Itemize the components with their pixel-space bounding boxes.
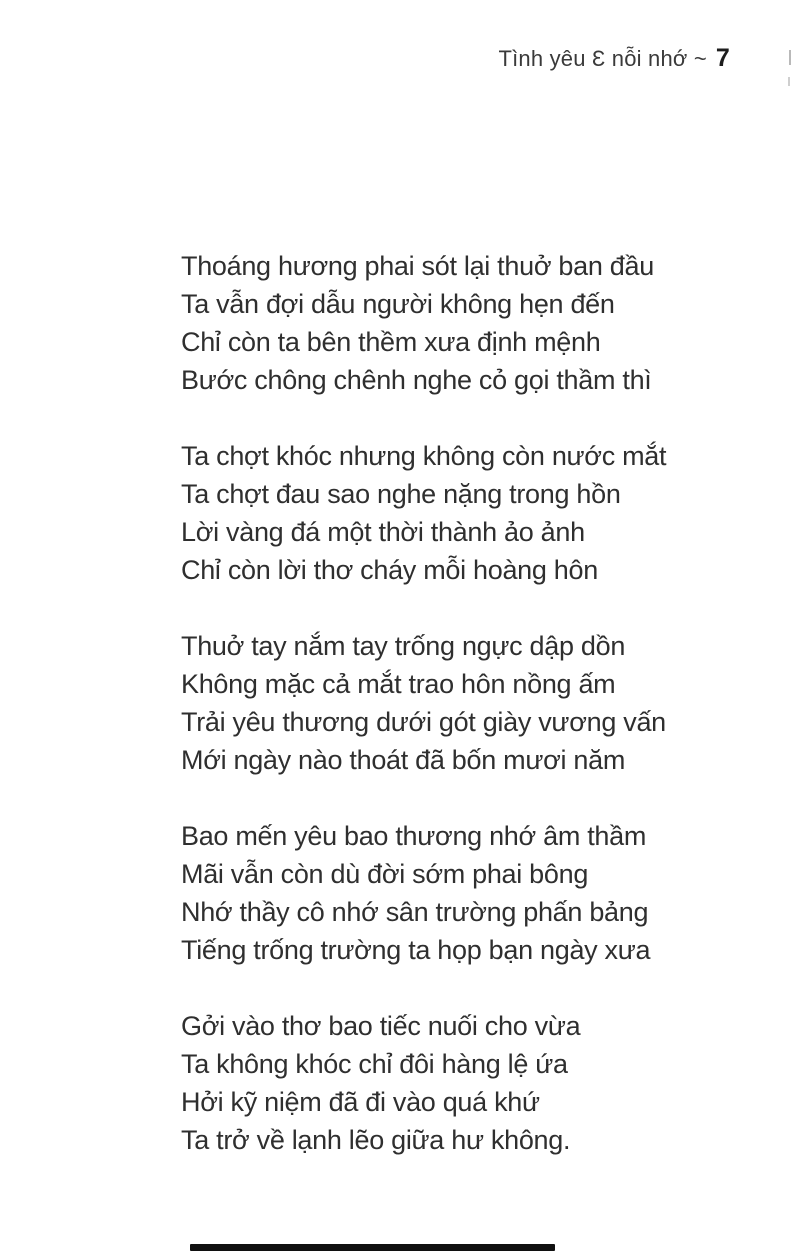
poem-line: Ta chợt khóc nhưng không còn nước mắt bbox=[181, 441, 667, 471]
poem-line: Ta trở về lạnh lẽo giữa hư không. bbox=[181, 1125, 571, 1155]
poem-line: Ta không khóc chỉ đôi hàng lệ ứa bbox=[181, 1049, 568, 1079]
poem-line: Thuở tay nắm tay trống ngực dập dồn bbox=[181, 631, 626, 661]
poem-line: Ta vẫn đợi dẫu người không hẹn đến bbox=[181, 289, 615, 319]
stanza-2 bbox=[181, 437, 721, 589]
poem-line: Thoáng hương phai sót lại thuở ban đầu bbox=[181, 251, 654, 281]
poem-line: Mới ngày nào thoát đã bốn mươi năm bbox=[181, 745, 626, 775]
poem-line: Tiếng trống trường ta họp bạn ngày xưa bbox=[181, 935, 651, 965]
poem-line: Bao mến yêu bao thương nhớ âm thầm bbox=[181, 821, 647, 851]
page-number: 7 bbox=[715, 44, 730, 72]
poem-line: Không mặc cả mắt trao hôn nồng ấm bbox=[181, 669, 616, 699]
scan-artifact-bottom-bar bbox=[190, 1244, 555, 1251]
poem-line: Hởi kỹ niệm đã đi vào quá khứ bbox=[181, 1087, 540, 1117]
poem-line: Trải yêu thương dưới gót giày vương vấn bbox=[181, 707, 666, 737]
poem-line: Chỉ còn lời thơ cháy mỗi hoàng hôn bbox=[181, 555, 598, 585]
poem-line: Nhớ thầy cô nhớ sân trường phấn bảng bbox=[181, 897, 649, 927]
stanza-1 bbox=[181, 247, 721, 399]
running-title: Tình yêu Ɛ nỗi nhớ ~ bbox=[498, 46, 707, 71]
stanza-4 bbox=[181, 817, 721, 969]
stanza-3 bbox=[181, 627, 721, 779]
poem bbox=[181, 247, 721, 1197]
running-header bbox=[498, 45, 730, 72]
scan-artifact-edge-mark bbox=[788, 77, 790, 86]
poem-line: Bước chông chênh nghe cỏ gọi thầm thì bbox=[181, 365, 652, 395]
poem-line: Chỉ còn ta bên thềm xưa định mệnh bbox=[181, 327, 601, 357]
scan-artifact-edge-mark bbox=[789, 50, 791, 65]
poem-line: Lời vàng đá một thời thành ảo ảnh bbox=[181, 517, 585, 547]
poem-line: Gởi vào thơ bao tiếc nuối cho vừa bbox=[181, 1011, 581, 1041]
poem-line: Mãi vẫn còn dù đời sớm phai bông bbox=[181, 859, 589, 889]
poem-line: Ta chợt đau sao nghe nặng trong hồn bbox=[181, 479, 621, 509]
stanza-5 bbox=[181, 1007, 721, 1159]
